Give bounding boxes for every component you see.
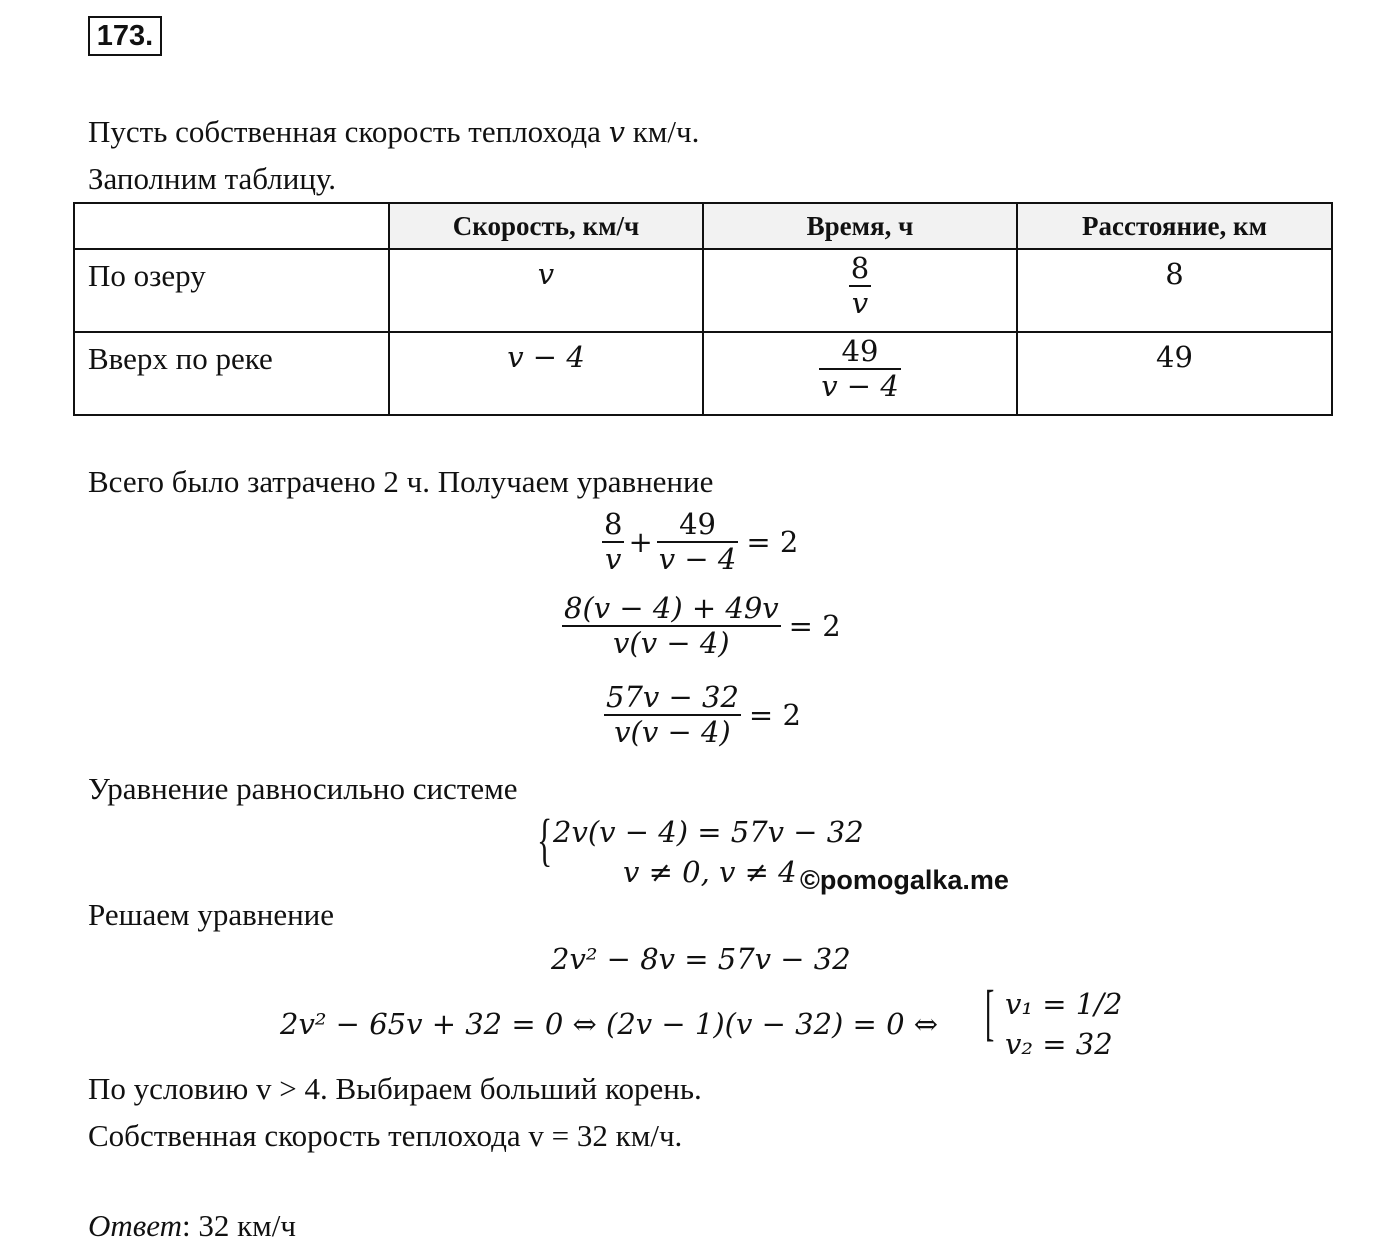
data-table (73, 202, 1333, 416)
fraction-denominator: v (605, 542, 622, 577)
system-intro: Уравнение равносильно системе (88, 771, 518, 806)
result-line: Собственная скорость теплохода v = 32 км/ч. (88, 1118, 683, 1153)
fraction-numerator: 57v − 32 (606, 680, 739, 714)
row-label: Вверх по реке (88, 341, 273, 376)
plus-sign: + (628, 524, 653, 559)
condition-line: По условию v > 4. Выбираем больший корень. (88, 1071, 702, 1106)
table-row (74, 249, 1332, 332)
equation-rhs: = 2 (788, 608, 841, 643)
intro-line-1 (88, 116, 699, 147)
row-speed: v − 4 (507, 340, 585, 374)
fraction-numerator: 49 (679, 507, 716, 541)
left-brace-icon: { (537, 807, 553, 872)
root-2: v₂ = 32 (1005, 1027, 1113, 1061)
table-header-speed: Скорость, км/ч (389, 203, 703, 249)
equation-1 (602, 508, 798, 577)
row-time-fraction (819, 335, 901, 404)
row-distance: 8 (1165, 257, 1184, 291)
equation-rhs: = 2 (748, 697, 801, 732)
intro-text-pre: Пусть собственная скорость теплохода (88, 114, 609, 149)
fraction-numerator: 8(v − 4) + 49v (564, 591, 779, 625)
row-speed: v (537, 257, 555, 291)
watermark: ©pomogalka.me (800, 865, 1009, 895)
fraction-denominator: v − 4 (821, 369, 899, 404)
row-distance: 49 (1156, 340, 1193, 374)
system-line-1: 2v(v − 4) = 57v − 32 (553, 815, 864, 849)
fraction-numerator: 8 (604, 507, 623, 541)
system-line-2: v ≠ 0, v ≠ 4 (623, 855, 797, 889)
intro-text-post: км/ч. (625, 114, 700, 149)
fraction-denominator: v − 4 (658, 542, 737, 577)
fraction-denominator: v(v − 4) (613, 626, 730, 661)
solve-line-2: 2v² − 65v + 32 = 0 ⇔ (2v − 1)(v − 32) = 0 ⇔ (280, 1007, 939, 1041)
root-1: v₁ = 1/2 (1005, 987, 1123, 1021)
row-label: По озеру (88, 258, 206, 293)
left-bracket-icon: [ (985, 979, 995, 1047)
equation-3 (604, 681, 801, 750)
fraction-denominator: v(v − 4) (614, 715, 731, 750)
table-header-distance: Расстояние, км (1017, 203, 1332, 249)
answer-value: : 32 км/ч (181, 1208, 296, 1243)
intro-line-2: Заполним таблицу. (88, 161, 337, 196)
answer-line (88, 1210, 296, 1241)
fraction-numerator: 49 (841, 334, 879, 368)
answer-label: Ответ (88, 1208, 182, 1243)
intro-variable: v (608, 115, 625, 149)
solve-intro: Решаем уравнение (88, 897, 335, 932)
table-header-empty (74, 203, 389, 249)
fraction-denominator: v (851, 286, 869, 321)
table-row (74, 332, 1332, 415)
equation-rhs: = 2 (746, 524, 799, 559)
table-header-row (74, 203, 1332, 249)
table-header-time: Время, ч (703, 203, 1017, 249)
solve-line-1: 2v² − 8v = 57v − 32 (551, 942, 851, 976)
problem-number: 173. (88, 16, 162, 56)
row-time-fraction (849, 252, 871, 321)
fraction-numerator: 8 (850, 251, 870, 285)
equation-intro: Всего было затрачено 2 ч. Получаем уравнение (88, 464, 714, 499)
equation-2 (562, 592, 841, 661)
